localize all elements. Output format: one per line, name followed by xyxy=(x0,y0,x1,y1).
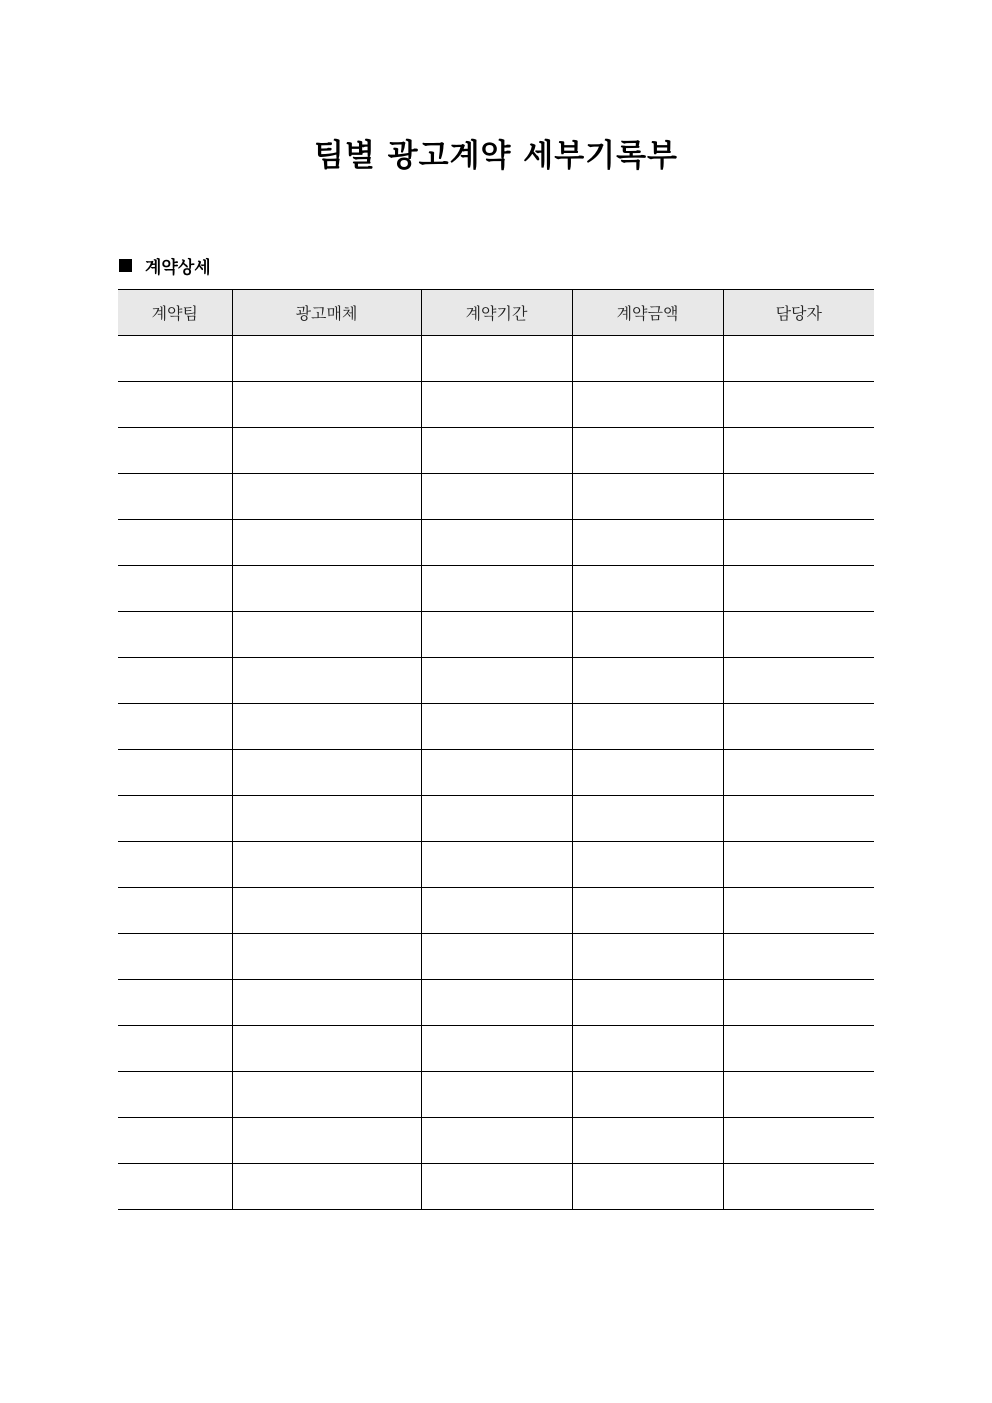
table-row xyxy=(118,842,874,888)
table-cell-team[interactable] xyxy=(118,612,232,658)
table-cell-amount[interactable] xyxy=(572,658,723,704)
table-row xyxy=(118,1164,874,1210)
table-row xyxy=(118,1118,874,1164)
table-cell-media[interactable] xyxy=(232,888,421,934)
table-cell-media[interactable] xyxy=(232,520,421,566)
table-row xyxy=(118,980,874,1026)
table-row xyxy=(118,336,874,382)
table-cell-manager[interactable] xyxy=(723,1026,874,1072)
table-cell-media[interactable] xyxy=(232,796,421,842)
table-cell-manager[interactable] xyxy=(723,612,874,658)
table-cell-team[interactable] xyxy=(118,750,232,796)
table-cell-period[interactable] xyxy=(421,612,572,658)
table-cell-amount[interactable] xyxy=(572,520,723,566)
table-cell-amount[interactable] xyxy=(572,566,723,612)
table-cell-manager[interactable] xyxy=(723,796,874,842)
table-row xyxy=(118,934,874,980)
table-cell-amount[interactable] xyxy=(572,1072,723,1118)
table-cell-team[interactable] xyxy=(118,566,232,612)
table-cell-amount[interactable] xyxy=(572,612,723,658)
table-cell-media[interactable] xyxy=(232,336,421,382)
table-cell-amount[interactable] xyxy=(572,934,723,980)
table-cell-team[interactable] xyxy=(118,1072,232,1118)
table-cell-team[interactable] xyxy=(118,704,232,750)
table-cell-amount[interactable] xyxy=(572,796,723,842)
table-cell-media[interactable] xyxy=(232,750,421,796)
table-cell-period[interactable] xyxy=(421,704,572,750)
table-cell-amount[interactable] xyxy=(572,1164,723,1210)
table-cell-manager[interactable] xyxy=(723,842,874,888)
table-cell-period[interactable] xyxy=(421,934,572,980)
table-cell-amount[interactable] xyxy=(572,428,723,474)
table-body xyxy=(118,336,874,1210)
column-header-period: 계약기간 xyxy=(421,290,572,336)
table-cell-media[interactable] xyxy=(232,1026,421,1072)
table-cell-manager[interactable] xyxy=(723,336,874,382)
table-row xyxy=(118,658,874,704)
table-cell-amount[interactable] xyxy=(572,750,723,796)
table-cell-manager[interactable] xyxy=(723,1164,874,1210)
table-cell-manager[interactable] xyxy=(723,428,874,474)
table-cell-media[interactable] xyxy=(232,428,421,474)
table-row xyxy=(118,750,874,796)
table-cell-media[interactable] xyxy=(232,474,421,520)
table-cell-amount[interactable] xyxy=(572,980,723,1026)
table-row xyxy=(118,474,874,520)
table-row xyxy=(118,612,874,658)
table-cell-amount[interactable] xyxy=(572,1118,723,1164)
table-cell-media[interactable] xyxy=(232,842,421,888)
table-row xyxy=(118,428,874,474)
table-cell-manager[interactable] xyxy=(723,382,874,428)
table-row xyxy=(118,704,874,750)
table-cell-manager[interactable] xyxy=(723,934,874,980)
table-cell-amount[interactable] xyxy=(572,474,723,520)
section-heading-label: 계약상세 xyxy=(145,257,211,278)
table-cell-manager[interactable] xyxy=(723,566,874,612)
table-cell-team[interactable] xyxy=(118,796,232,842)
table-cell-amount[interactable] xyxy=(572,382,723,428)
table-cell-team[interactable] xyxy=(118,658,232,704)
table-cell-media[interactable] xyxy=(232,980,421,1026)
column-header-manager: 담당자 xyxy=(723,290,874,336)
column-header-media: 광고매체 xyxy=(232,290,421,336)
table-cell-media[interactable] xyxy=(232,1118,421,1164)
table-header-row xyxy=(118,290,874,336)
table-cell-team[interactable] xyxy=(118,474,232,520)
table-cell-period[interactable] xyxy=(421,474,572,520)
table-cell-media[interactable] xyxy=(232,658,421,704)
table-cell-team[interactable] xyxy=(118,1026,232,1072)
table-cell-period[interactable] xyxy=(421,842,572,888)
table-cell-period[interactable] xyxy=(421,796,572,842)
table-cell-media[interactable] xyxy=(232,704,421,750)
table-cell-manager[interactable] xyxy=(723,704,874,750)
table-cell-manager[interactable] xyxy=(723,980,874,1026)
table-cell-period[interactable] xyxy=(421,1026,572,1072)
section-heading xyxy=(119,252,211,278)
black-square-icon xyxy=(119,259,132,272)
table-cell-manager[interactable] xyxy=(723,474,874,520)
table-cell-team[interactable] xyxy=(118,980,232,1026)
table-cell-manager[interactable] xyxy=(723,750,874,796)
table-cell-manager[interactable] xyxy=(723,520,874,566)
table-cell-team[interactable] xyxy=(118,1164,232,1210)
table-cell-media[interactable] xyxy=(232,1072,421,1118)
table-row xyxy=(118,382,874,428)
column-header-team: 계약팀 xyxy=(118,290,232,336)
table-cell-period[interactable] xyxy=(421,1164,572,1210)
table-cell-amount[interactable] xyxy=(572,842,723,888)
table-row xyxy=(118,1026,874,1072)
table-cell-period[interactable] xyxy=(421,1072,572,1118)
table-cell-media[interactable] xyxy=(232,382,421,428)
table-cell-period[interactable] xyxy=(421,428,572,474)
table-cell-team[interactable] xyxy=(118,428,232,474)
table-cell-period[interactable] xyxy=(421,888,572,934)
table-row xyxy=(118,1072,874,1118)
table-cell-amount[interactable] xyxy=(572,704,723,750)
table-cell-media[interactable] xyxy=(232,612,421,658)
table-row xyxy=(118,520,874,566)
table-row xyxy=(118,566,874,612)
table-cell-period[interactable] xyxy=(421,750,572,796)
table-cell-team[interactable] xyxy=(118,382,232,428)
table-cell-period[interactable] xyxy=(421,382,572,428)
table-cell-period[interactable] xyxy=(421,336,572,382)
table-cell-team[interactable] xyxy=(118,934,232,980)
table-cell-period[interactable] xyxy=(421,566,572,612)
table-cell-period[interactable] xyxy=(421,520,572,566)
table-cell-media[interactable] xyxy=(232,566,421,612)
table-cell-manager[interactable] xyxy=(723,1072,874,1118)
table-cell-team[interactable] xyxy=(118,520,232,566)
table-cell-period[interactable] xyxy=(421,980,572,1026)
table-cell-media[interactable] xyxy=(232,1164,421,1210)
table-cell-team[interactable] xyxy=(118,842,232,888)
table-cell-amount[interactable] xyxy=(572,1026,723,1072)
table-cell-period[interactable] xyxy=(421,658,572,704)
table-cell-team[interactable] xyxy=(118,336,232,382)
column-header-amount: 계약금액 xyxy=(572,290,723,336)
table-cell-amount[interactable] xyxy=(572,888,723,934)
table-cell-team[interactable] xyxy=(118,888,232,934)
table-cell-period[interactable] xyxy=(421,1118,572,1164)
contract-detail-table xyxy=(118,289,874,1210)
table-cell-media[interactable] xyxy=(232,934,421,980)
table-row xyxy=(118,796,874,842)
table-cell-manager[interactable] xyxy=(723,888,874,934)
table-cell-amount[interactable] xyxy=(572,336,723,382)
table-cell-manager[interactable] xyxy=(723,658,874,704)
table-cell-manager[interactable] xyxy=(723,1118,874,1164)
table-row xyxy=(118,888,874,934)
page-title: 팀별 광고계약 세부기록부 xyxy=(314,138,678,174)
table-cell-team[interactable] xyxy=(118,1118,232,1164)
